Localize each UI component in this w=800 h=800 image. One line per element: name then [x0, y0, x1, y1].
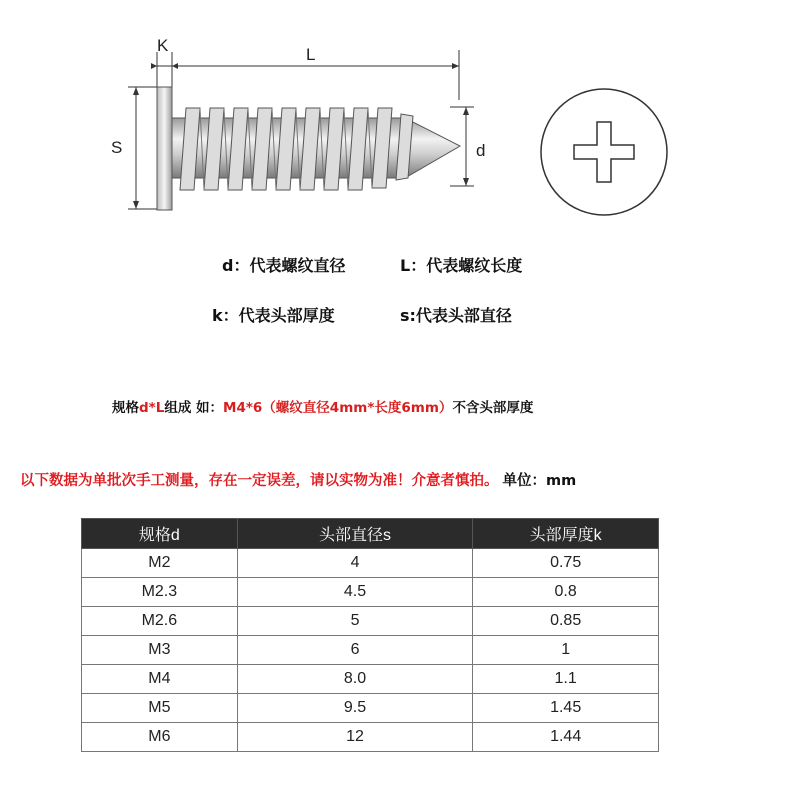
- cell-head-diameter: 4.5: [237, 578, 473, 607]
- cell-head-diameter: 8.0: [237, 665, 473, 694]
- cell-head-diameter: 5: [237, 607, 473, 636]
- cell-head-diameter: 12: [237, 723, 473, 752]
- header-head-diameter: 头部直径s: [237, 519, 473, 549]
- table-header-row: [82, 519, 659, 549]
- spec-prefix: 规格: [112, 400, 139, 416]
- spec-description: [112, 396, 533, 416]
- spec-example: M4*6（螺纹直径4mm*长度6mm）: [223, 400, 453, 416]
- screw-dimension-diagram: [0, 0, 800, 230]
- table-row: [82, 636, 659, 665]
- d-label: d: [476, 141, 486, 160]
- k-dimension: [151, 36, 178, 90]
- table-row: [82, 607, 659, 636]
- cell-head-thickness: 1.45: [473, 694, 659, 723]
- table-row: [82, 549, 659, 578]
- notice-warning: 以下数据为单批次手工测量，存在一定误差，请以实物为准！介意者慎拍。: [20, 473, 499, 489]
- screw-head-top-view: [541, 89, 667, 215]
- table-row: [82, 578, 659, 607]
- cell-head-thickness: 0.85: [473, 607, 659, 636]
- cell-head-diameter: 6: [237, 636, 473, 665]
- cell-head-thickness: 1: [473, 636, 659, 665]
- cell-head-thickness: 0.75: [473, 549, 659, 578]
- table-row: [82, 665, 659, 694]
- table-row: [82, 723, 659, 752]
- cell-head-thickness: 0.8: [473, 578, 659, 607]
- k-label: K: [157, 36, 169, 55]
- cell-spec: M2.3: [82, 578, 238, 607]
- l-label: L: [306, 45, 316, 64]
- cell-spec: M4: [82, 665, 238, 694]
- cell-spec: M2.6: [82, 607, 238, 636]
- cell-head-diameter: 4: [237, 549, 473, 578]
- screw-head: [157, 87, 172, 210]
- legend-k: k：代表头部厚度: [212, 306, 335, 325]
- legend-d: d：代表螺纹直径: [222, 256, 346, 275]
- l-dimension: [176, 45, 459, 100]
- notice-unit: 单位：mm: [502, 473, 577, 489]
- header-spec-d: 规格d: [82, 519, 238, 549]
- s-dimension: [111, 87, 158, 209]
- header-head-thickness: 头部厚度k: [473, 519, 659, 549]
- cell-spec: M5: [82, 694, 238, 723]
- legend-l: L：代表螺纹长度: [400, 256, 523, 275]
- cell-spec: M3: [82, 636, 238, 665]
- legend-s: s:代表头部直径: [400, 306, 512, 325]
- cell-spec: M2: [82, 549, 238, 578]
- cell-head-thickness: 1.44: [473, 723, 659, 752]
- measurement-notice: [20, 469, 576, 490]
- table-row: [82, 694, 659, 723]
- spec-dl: d*L: [139, 400, 165, 416]
- cell-head-thickness: 1.1: [473, 665, 659, 694]
- spec-table: [81, 518, 659, 752]
- screw-thread: [172, 108, 460, 190]
- cell-head-diameter: 9.5: [237, 694, 473, 723]
- spec-middle: 组成 如：: [164, 400, 224, 416]
- spec-suffix: 不含头部厚度: [452, 400, 534, 416]
- s-label: S: [111, 138, 123, 157]
- cell-spec: M6: [82, 723, 238, 752]
